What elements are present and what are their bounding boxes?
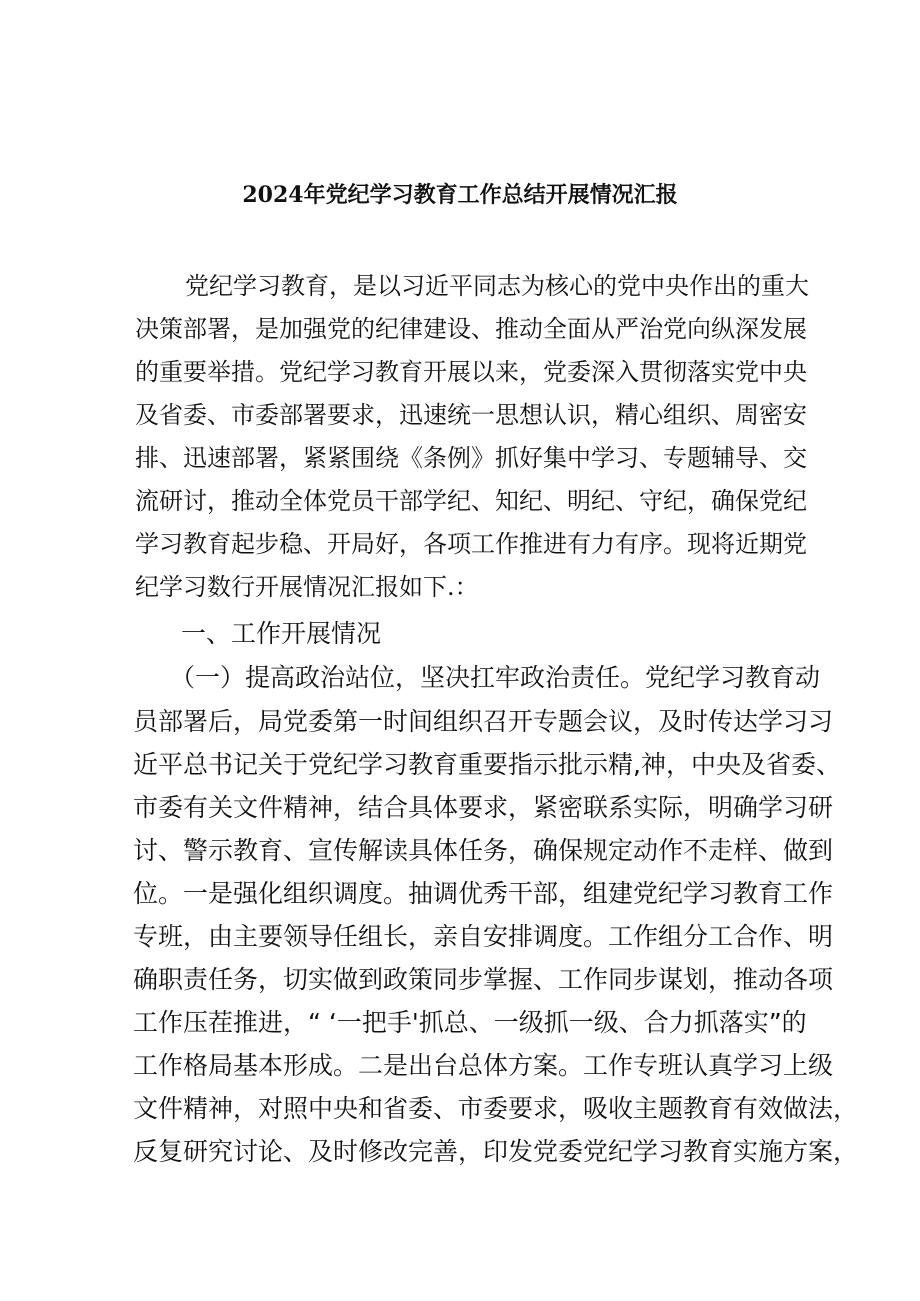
section-line-12: 反复研究讨论、及时修改完善，印发党委党纪学习教育实施方案，	[133, 1137, 859, 1166]
document-title: 2024年党纪学习教育工作总结开展情况汇报	[242, 182, 678, 208]
section-line-4: 市委有关文件精神，结合具体要求，紧密联系实际，明确学习研	[133, 793, 834, 822]
intro-line-2: 决策部署，是加强党的纪律建设、推动全面从严治党向纵深发展	[135, 315, 807, 343]
section-line-11: 文件精神，对照中央和省委、市委要求，吸收主题教育有效做法，	[133, 1094, 859, 1123]
section-line-1: （一）提高政治站位，坚决扛牢政治责任。党纪学习教育动	[170, 663, 821, 692]
intro-line-8: 纪学习数行开展情况汇报如下.：	[135, 573, 479, 601]
section-line-6: 位。一是强化组织调度。抽调优秀干部，组建党纪学习教育工作	[133, 879, 834, 908]
section-line-9: 工作压茬推进，“ ‘一把手'抓总、一级抓一级、合力抓落实”的	[133, 1008, 807, 1037]
intro-line-5: 排、迅速部署，紧紧围绕《条例》抓好集中学习、专题辅导、交	[135, 444, 807, 472]
intro-line-3: 的重要举措。党纪学习教育开展以来，党委深入贯彻落实党中央	[135, 358, 807, 386]
intro-line-1: 党纪学习教育，是以习近平同志为核心的党中央作出的重大	[185, 272, 809, 300]
intro-line-6: 流研讨，推动全体党员干部学纪、知纪、明纪、守纪，确保党纪	[135, 487, 807, 515]
section-line-3: 近平总书记关于党纪学习教育重要指示批示精,神，中央及省委、	[133, 750, 841, 779]
section-line-5: 讨、警示教育、宣传解读具体任务，确保规定动作不走样、做到	[133, 836, 834, 865]
section-line-2: 员部署后，局党委第一时间组织召开专题会议，及时传达学习习	[133, 707, 834, 736]
section-line-10: 工作格局基本形成。二是出台总体方案。工作专班认真学习上级	[133, 1051, 834, 1080]
section-heading: 一、工作开展情况	[181, 619, 382, 648]
intro-line-4: 及省委、市委部署要求，迅速统一思想认识，精心组织、周密安	[135, 401, 807, 429]
section-line-8: 确职责任务，切实做到政策同步掌握、工作同步谋划，推动各项	[133, 965, 834, 994]
intro-line-7: 学习教育起步稳、开局好，各项工作推进有力有序。现将近期党	[135, 530, 807, 558]
section-line-7: 专班，由主要领导任组长，亲自安排调度。工作组分工合作、明	[133, 922, 834, 951]
